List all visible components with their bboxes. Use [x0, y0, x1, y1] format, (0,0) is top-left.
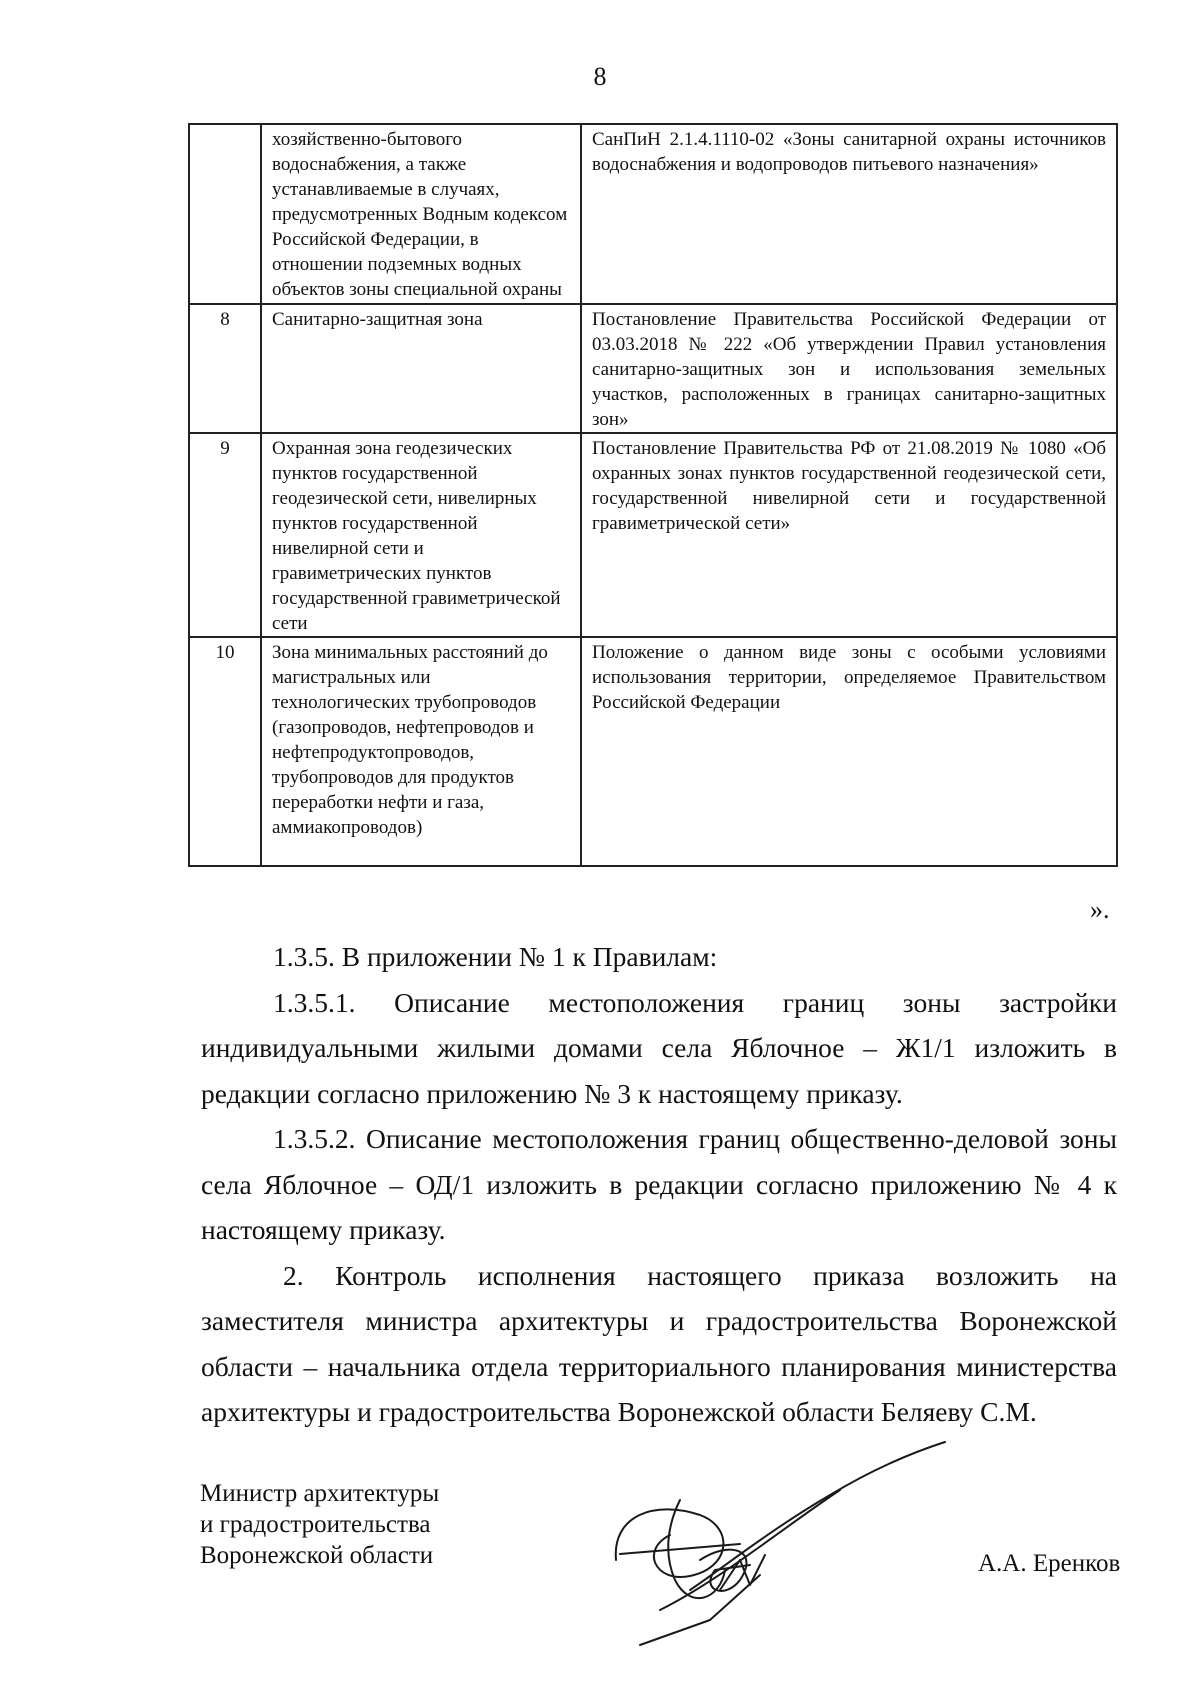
table-row: [189, 304, 1117, 433]
signatory-name: А.А. Еренков: [978, 1550, 1121, 1577]
signatory-title-line: Воронежской области: [200, 1542, 434, 1569]
paragraph-1-3-5-1: 1.3.5.1. Описание местоположения границ зоны застройки индивидуальными жилыми домами села Яблочное – Ж1/1 изложить в редакции согласно приложению № 3 к настоящему приказу.: [201, 986, 1117, 1109]
table-row: [189, 124, 1117, 304]
table-row: [189, 433, 1117, 637]
paragraph-2: 2. Контроль исполнения настоящего приказа возложить на заместителя министра архитектуры и градостроительства Воронежской области – начальника отдела территориального планирования министерства архитектуры и градостроительства Воронежской области Беляеву С.М.: [201, 1259, 1117, 1427]
handwritten-signature-icon: [600, 1440, 960, 1680]
row-number: 8: [189, 304, 261, 433]
paragraph-1-3-5-2: 1.3.5.2. Описание местоположения границ общественно-деловой зоны села Яблочное – ОД/1 изложить в редакции согласно приложению № 4 к настоящему приказу.: [201, 1123, 1117, 1245]
legal-basis: Положение о данном виде зоны с особыми условиями использования территории, определяемое Правительством Российской Федерации: [581, 637, 1117, 866]
row-number: [189, 124, 261, 304]
signatory-title-line: Министр архитектуры: [200, 1480, 440, 1507]
zone-name: Санитарно-защитная зона: [261, 304, 581, 433]
body-text: [201, 934, 1117, 1435]
signatory-title-line: и градостроительства: [200, 1511, 431, 1538]
legal-basis: Постановление Правительства Российской Федерации от 03.03.2018 № 222 «Об утверждении Правил установления санитарно-защитных зон и использования земельных участков, расположенных в границах санитарно-защитных зон»: [581, 304, 1117, 433]
paragraph-1-3-5: 1.3.5. В приложении № 1 к Правилам:: [273, 941, 718, 972]
row-number: 10: [189, 637, 261, 866]
signatory-title: [200, 1478, 439, 1571]
zone-name: хозяйственно-бытового водоснабжения, а также устанавливаемые в случаях, предусмотренных Водным кодексом Российской Федерации, в отношении подземных водных объектов зоны специальной охраны: [261, 124, 581, 304]
row-number: 9: [189, 433, 261, 637]
zone-name: Охранная зона геодезических пунктов государственной геодезической сети, нивелирных пунктов государственной нивелирной сети и гравиметрических пунктов государственной гравиметрической сети: [261, 433, 581, 637]
legal-basis: СанПиН 2.1.4.1110-02 «Зоны санитарной охраны источников водоснабжения и водопроводов питьевого назначения»: [581, 124, 1117, 304]
legal-basis: Постановление Правительства РФ от 21.08.2019 № 1080 «Об охранных зонах пунктов государственной геодезической сети, государственной нивелирной сети и государственной гравиметрической сети»: [581, 433, 1117, 637]
table-row: [189, 637, 1117, 866]
zones-table: [188, 123, 1118, 867]
page-number: 8: [593, 62, 607, 91]
closing-quote: ».: [1090, 895, 1110, 924]
zone-name: Зона минимальных расстояний до магистральных или технологических трубопроводов (газопроводов, нефтепроводов и нефтепродуктопроводов, трубопроводов для продуктов переработки нефти и газа, аммиакопроводов): [261, 637, 581, 866]
